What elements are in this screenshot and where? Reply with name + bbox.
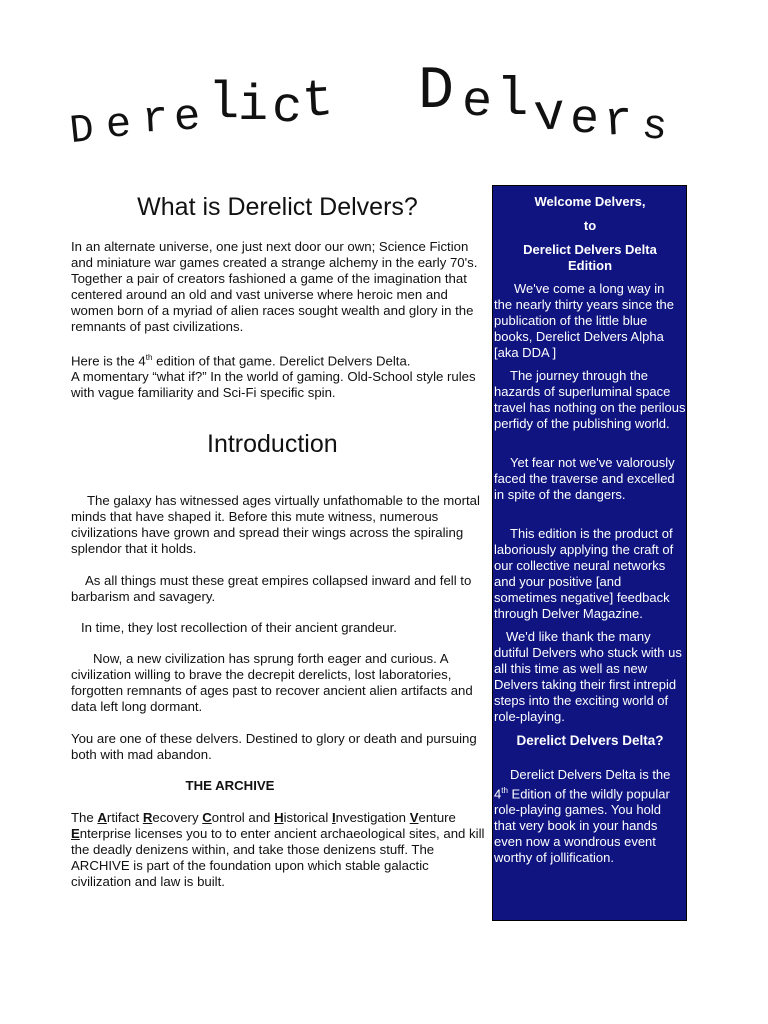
paragraph-intro: In an alternate universe, one just next door our own; Science Fiction and miniature war games created a strange alchemy in the early 70's. Together a pair of creators fashioned a game of the imagination that centered around an old and vast universe where heroic men and women born of a myriad of alien races sought wealth and glory in the remnants of past civilizations. xyxy=(71,239,478,334)
title-letter: l xyxy=(208,74,240,133)
title-letter: e xyxy=(104,100,133,150)
archive-acronym-letter: I xyxy=(331,810,336,825)
title-letter: e xyxy=(568,92,601,148)
sidebar-paragraph-6 xyxy=(494,767,686,866)
section-heading-what-is: What is Derelict Delvers? xyxy=(137,193,418,221)
title-letter: r xyxy=(602,94,635,150)
archive-text: ontrol and xyxy=(211,810,275,825)
archive-text: ecovery xyxy=(152,810,203,825)
archive-text: rtifact xyxy=(106,810,143,825)
edition-text-b: edition of that game. Derelict Delvers Delta. xyxy=(152,353,411,369)
title-letter: e xyxy=(171,91,203,145)
edition-text-a: Here is the 4 xyxy=(71,353,146,369)
title-letter: D xyxy=(67,107,97,156)
edition-text-c: A momentary “what if?” In the world of gaming. Old-School style rules with vague familiarity and Sci-Fi specific spin. xyxy=(71,369,476,401)
page-title xyxy=(67,58,710,160)
title-letter: r xyxy=(140,94,170,146)
title-letter: l xyxy=(496,70,529,131)
intro-paragraph-5: You are one of these delvers. Destined to glory or death and pursuing both with mad abandon. xyxy=(71,731,477,762)
archive-acronym-letter: V xyxy=(409,810,419,825)
archive-text: The xyxy=(71,810,98,825)
sidebar-text: Derelict Delvers Delta is the 4 xyxy=(494,767,671,802)
title-letter: e xyxy=(460,73,494,132)
archive-acronym-letter: E xyxy=(71,826,80,841)
sidebar-sup: th xyxy=(501,786,508,795)
archive-text: nvestigation xyxy=(335,810,410,825)
sidebar-welcome xyxy=(492,185,687,921)
sidebar-heading-to: to xyxy=(583,218,597,233)
title-letter: D xyxy=(418,58,455,126)
archive-acronym-letter: C xyxy=(202,810,212,825)
archive-text: nterprise licenses you to to enter ancient archaeological sites, and kill the deadly denizens within, and take those denizens stuff. The ARCHIVE is part of the foundation upon which stable galactic civilization and law is built. xyxy=(71,826,485,889)
archive-paragraph xyxy=(71,810,489,890)
paragraph-edition xyxy=(71,350,491,401)
title-letter: v xyxy=(531,84,568,147)
sidebar-heading-edition: Derelict Delvers Delta Edition xyxy=(523,242,657,273)
title-letter: c xyxy=(270,79,304,138)
title-letter: s xyxy=(639,101,670,153)
archive-heading: THE ARCHIVE xyxy=(185,778,275,793)
sidebar-paragraph-4: This edition is the product of laboriously applying the craft of our collective neural networks and your positive [and sometimes negative] feedback through Delver Magazine. xyxy=(494,526,674,621)
sidebar-paragraph-1: We've come a long way in the nearly thirty years since the publication of the little blue books, Derelict Delvers Alpha [aka DDA ] xyxy=(494,281,674,360)
archive-acronym-letter: H xyxy=(274,810,284,825)
sidebar-paragraph-2: The journey through the hazards of superluminal space travel has nothing on the perilous perfidy of the publishing world. xyxy=(494,368,686,431)
section-heading-introduction: Introduction xyxy=(207,430,338,458)
intro-paragraph-2: As all things must these great empires collapsed inward and fell to barbarism and savagery. xyxy=(71,573,472,604)
intro-paragraph-3: In time, they lost recollection of their ancient grandeur. xyxy=(81,620,397,635)
intro-paragraph-1: The galaxy has witnessed ages virtually unfathomable to the mortal minds that have shaped it. Before this mute witness, numerous civilizations have grown and spread their wings across the spiraling splendor that it holds. xyxy=(71,493,480,556)
sidebar-heading-delta: Derelict Delvers Delta? xyxy=(516,733,664,748)
archive-text: enture xyxy=(418,810,456,825)
archive-acronym-letter: R xyxy=(142,810,153,825)
sidebar-heading-welcome: Welcome Delvers, xyxy=(534,194,646,209)
title-letter: i xyxy=(238,78,269,135)
sidebar-paragraph-5: We'd like thank the many dutiful Delvers who stuck with us all this time as well as new Delvers taking their first intrepid steps into the exciting world of role-playing. xyxy=(494,629,682,724)
archive-acronym-letter: A xyxy=(97,810,107,825)
sidebar-paragraph-3: Yet fear not we've valorously faced the traverse and excelled in spite of the dangers. xyxy=(494,455,675,502)
sidebar-text: Edition of the wildly popular role-playing games. You hold that very book in your hands even now a wondrous event worthy of jollification. xyxy=(494,786,670,866)
archive-text: istorical xyxy=(283,810,332,825)
edition-sup: th xyxy=(145,353,153,362)
intro-paragraph-4: Now, a new civilization has sprung forth eager and curious. A civilization willing to brave the decrepit derelicts, lost laboratories, forgotten remnants of ages past to recover ancient alien artifacts and data left long dormant. xyxy=(71,651,473,714)
title-letter: t xyxy=(300,71,335,132)
